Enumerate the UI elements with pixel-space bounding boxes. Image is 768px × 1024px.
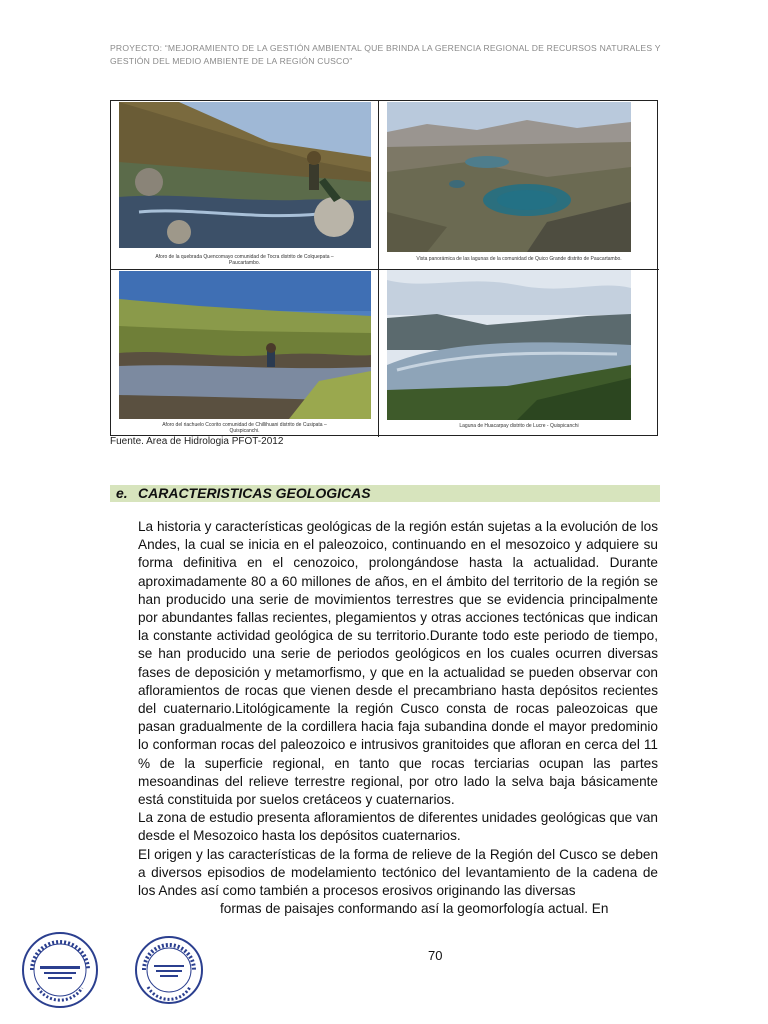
paragraph: La zona de estudio presenta afloramientos de diferentes unidades geológicas que van desde el Mesozoico hasta los depósitos cuaternarios.	[138, 810, 658, 844]
stamp-icon	[20, 930, 100, 1010]
paragraph: formas de paisajes conformando así la geomorfología actual. En	[220, 901, 609, 917]
lagoon-photo	[387, 270, 631, 420]
photo-table	[110, 100, 658, 436]
stamp-icon	[134, 935, 204, 1005]
page-number: 70	[428, 948, 443, 963]
photo-cell	[111, 101, 379, 270]
creek-gauging-photo	[119, 271, 371, 419]
mountain-lakes-photo	[387, 102, 631, 252]
section-heading	[110, 485, 660, 502]
photo-cell	[379, 270, 659, 437]
header-project-text: PROYECTO: “MEJORAMIENTO DE LA GESTIÓN AMBIENTAL QUE BRINDA LA GERENCIA REGIONAL DE RECURSOS NATURALES Y GESTIÓN DEL MEDIO AMBIENTE DE LA REGIÓN CUSCO”	[110, 43, 661, 66]
paragraph: El origen y las características de la forma de relieve de la Región del Cusco se deben a diversos episodios de modelamiento tectónico del levantamiento de la cadena de los Andes así como también a procesos erosivos originando las diversas	[138, 846, 658, 899]
figure-source: Fuente. Area de Hidrologia PFOT-2012	[110, 436, 284, 447]
body-text	[138, 518, 658, 918]
photo-caption: Aforo de la quebrada Quencomayo comunidad de Tocra distrito de Colquepata – Paucartambo.	[155, 254, 334, 266]
paragraph: La historia y características geológicas de la región están sujetas a la evolución de los Andes, la cual se inicia en el paleozoico, continuando en el mesozoico y adquiere su forma definitiva en el cenozoico, prolongándose hasta la actualidad. Durante aproximadamente 80 a 60 millones de años, en el ámbito del territorio de la región se han producido una serie de movimientos terrestres que se evidencia principalmente por abundantes fallas recientes, plegamientos y otras acciones tectónicas que indican la constante actividad geológica de su territorio.Durante todo este periodo de tiempo, se han producido una serie de periodos geológicos en los cuales ocurren diversas fases de deposición y metamorfismo, y que en la actualidad se pueden observar con afloramientos de rocas que vienen desde el precambriano hasta depósitos recientes del cuaternario.Litológicamente la región Cusco consta de rocas paleozoicas que pasan gradualmente de la cordillera hacia faja subandina donde el mayor predominio lo conforman rocas del paleozoico e intrusivos granitoides que afloran en cerca del 11 % de la superficie regional, en tanto que rocas terciarias ocupan las partes mesoandinas del relieve terrestre regional, por otro lado la selva baja básicamente está constituida por suelos cretáceos y cuaternarios.	[138, 519, 658, 808]
photo-caption: Aforo del riachuelo Ccorito comunidad de Chillihuani distrito de Cusipata – Quispicanchi.	[162, 422, 327, 434]
stream-gauging-photo	[119, 102, 371, 248]
section-letter: e.	[116, 485, 128, 501]
photo-caption: Laguna de Huacarpay distrito de Lucre - Quispicanchi	[459, 423, 579, 429]
photo-caption: Vista panorámica de las lagunas de la comunidad de Quico Grande distrito de Paucartambo.	[416, 256, 622, 262]
section-title: CARACTERISTICAS GEOLOGICAS	[138, 485, 371, 501]
photo-cell	[379, 101, 659, 270]
photo-cell	[111, 270, 379, 437]
document-header	[110, 42, 670, 68]
